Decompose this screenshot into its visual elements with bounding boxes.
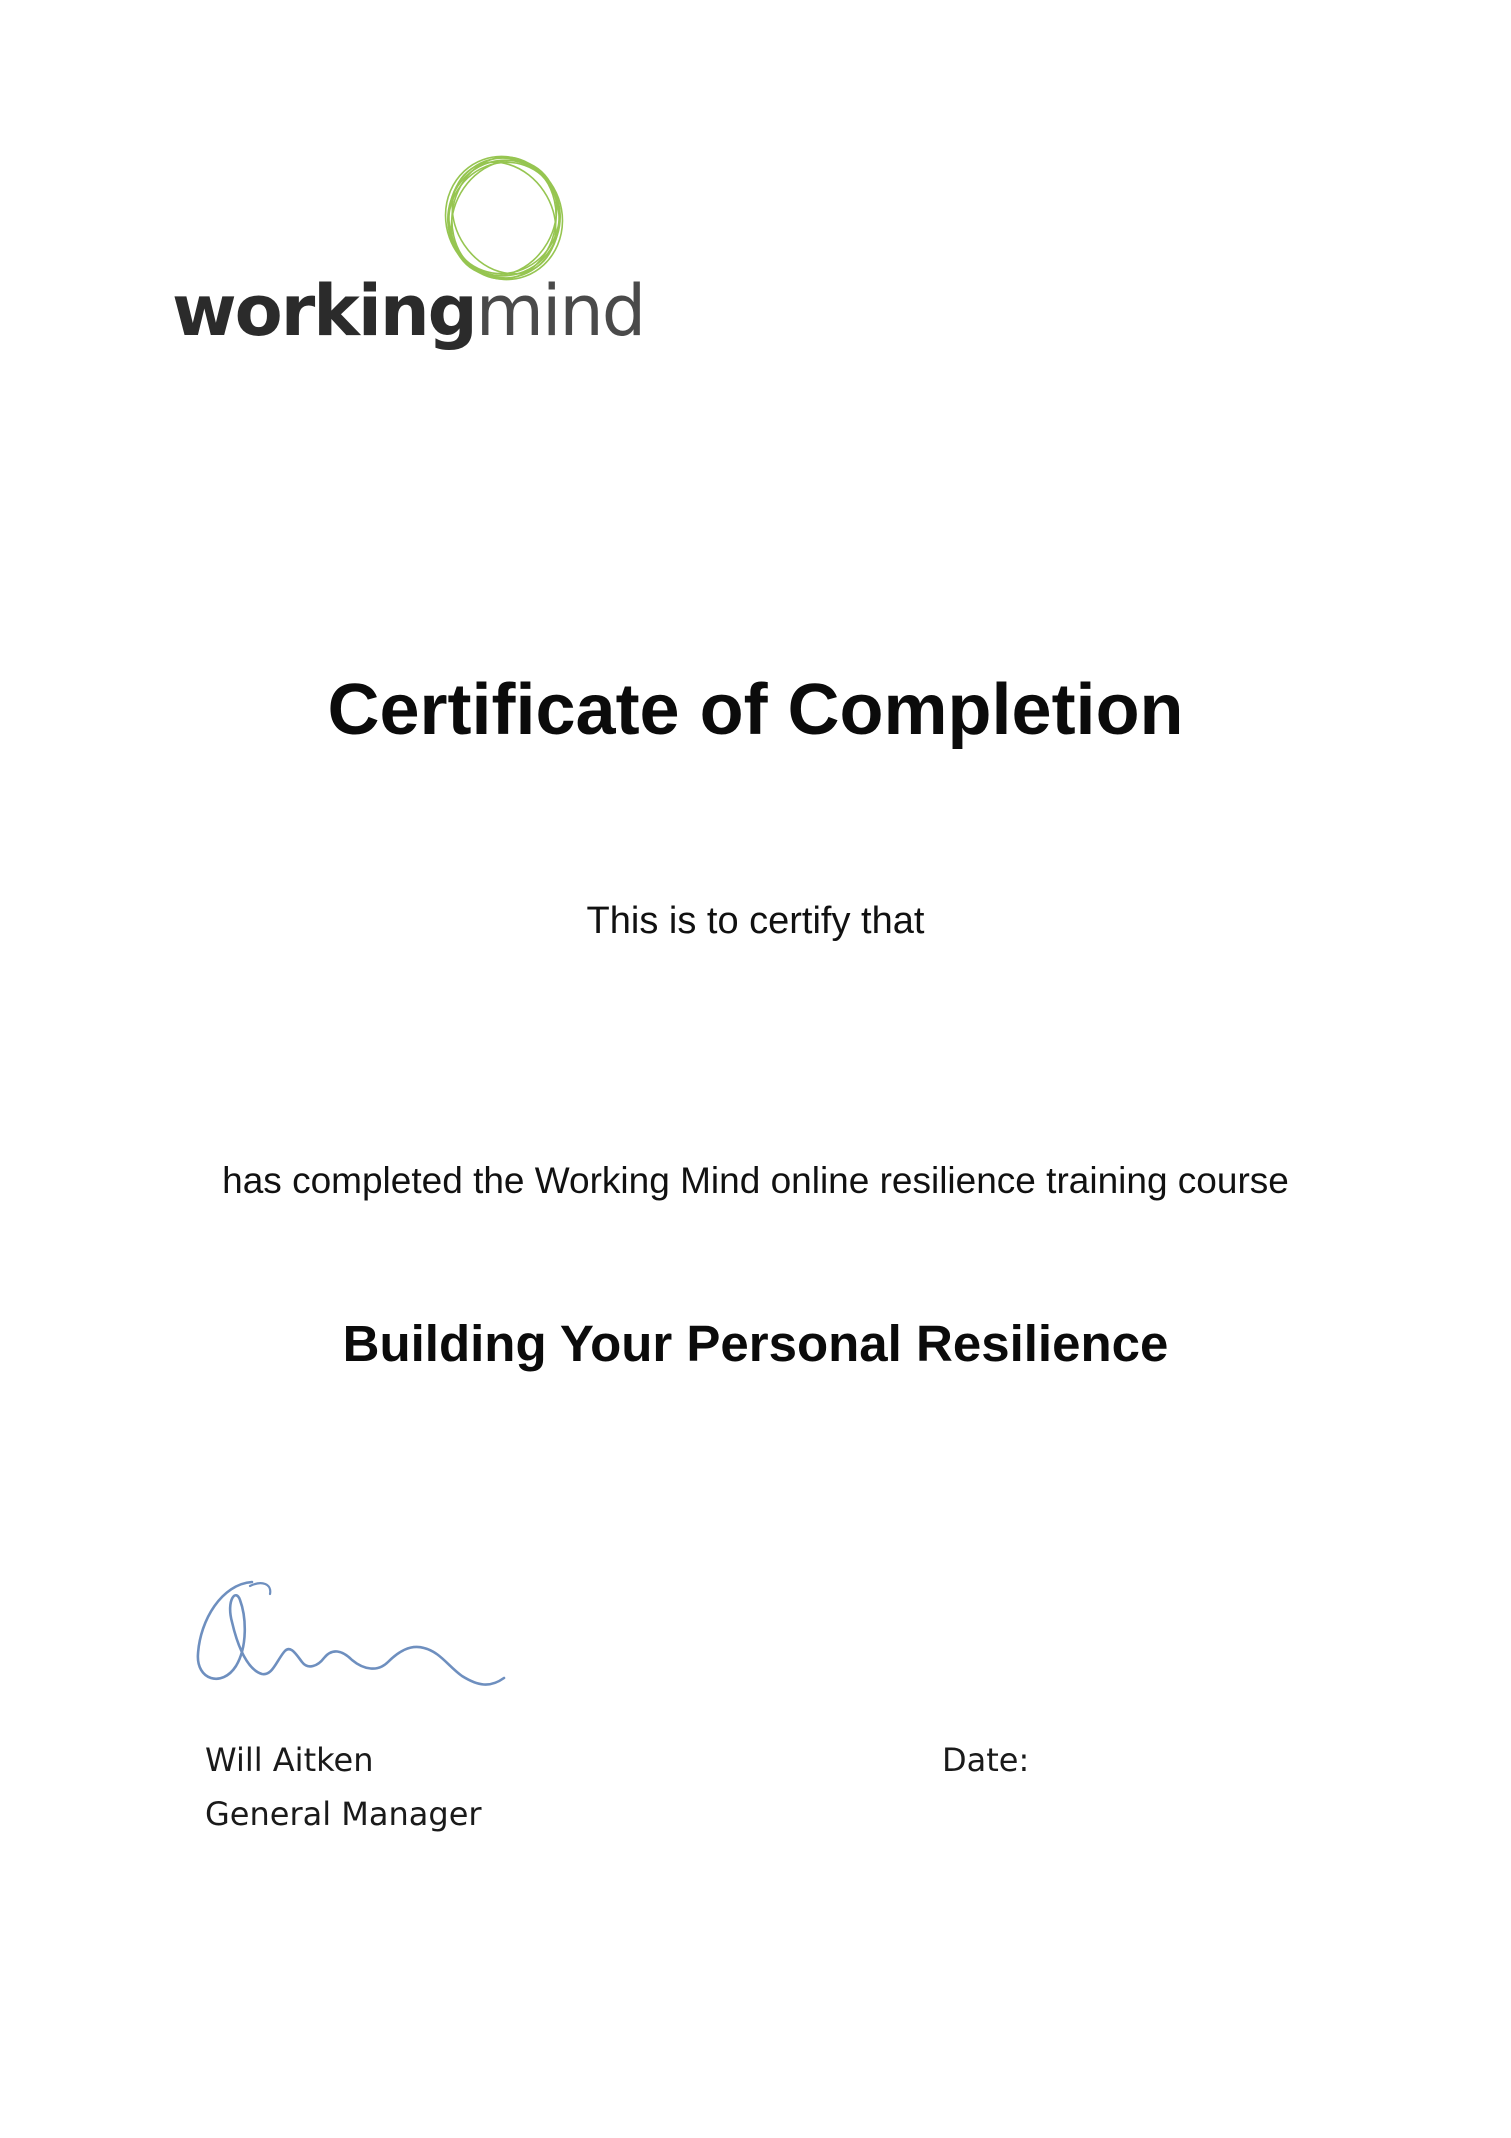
workingmind-logo: [172, 148, 645, 384]
logo-wordmark: [172, 270, 645, 352]
certificate-title: Certificate of Completion: [327, 670, 1184, 750]
course-name: Building Your Personal Resilience: [342, 1315, 1169, 1372]
logo-word-working: working: [172, 270, 476, 352]
completed-line: has completed the Working Mind online resilience training course: [222, 1160, 1289, 1201]
date-label: Date:: [942, 1741, 1030, 1779]
signer-name: Will Aitken: [205, 1741, 374, 1779]
logo-rings-icon: [434, 148, 574, 288]
logo-word-mind: mind: [475, 270, 645, 352]
certify-line: This is to certify that: [586, 900, 925, 942]
signature-image: [192, 1570, 532, 1700]
signer-role: General Manager: [205, 1795, 482, 1833]
